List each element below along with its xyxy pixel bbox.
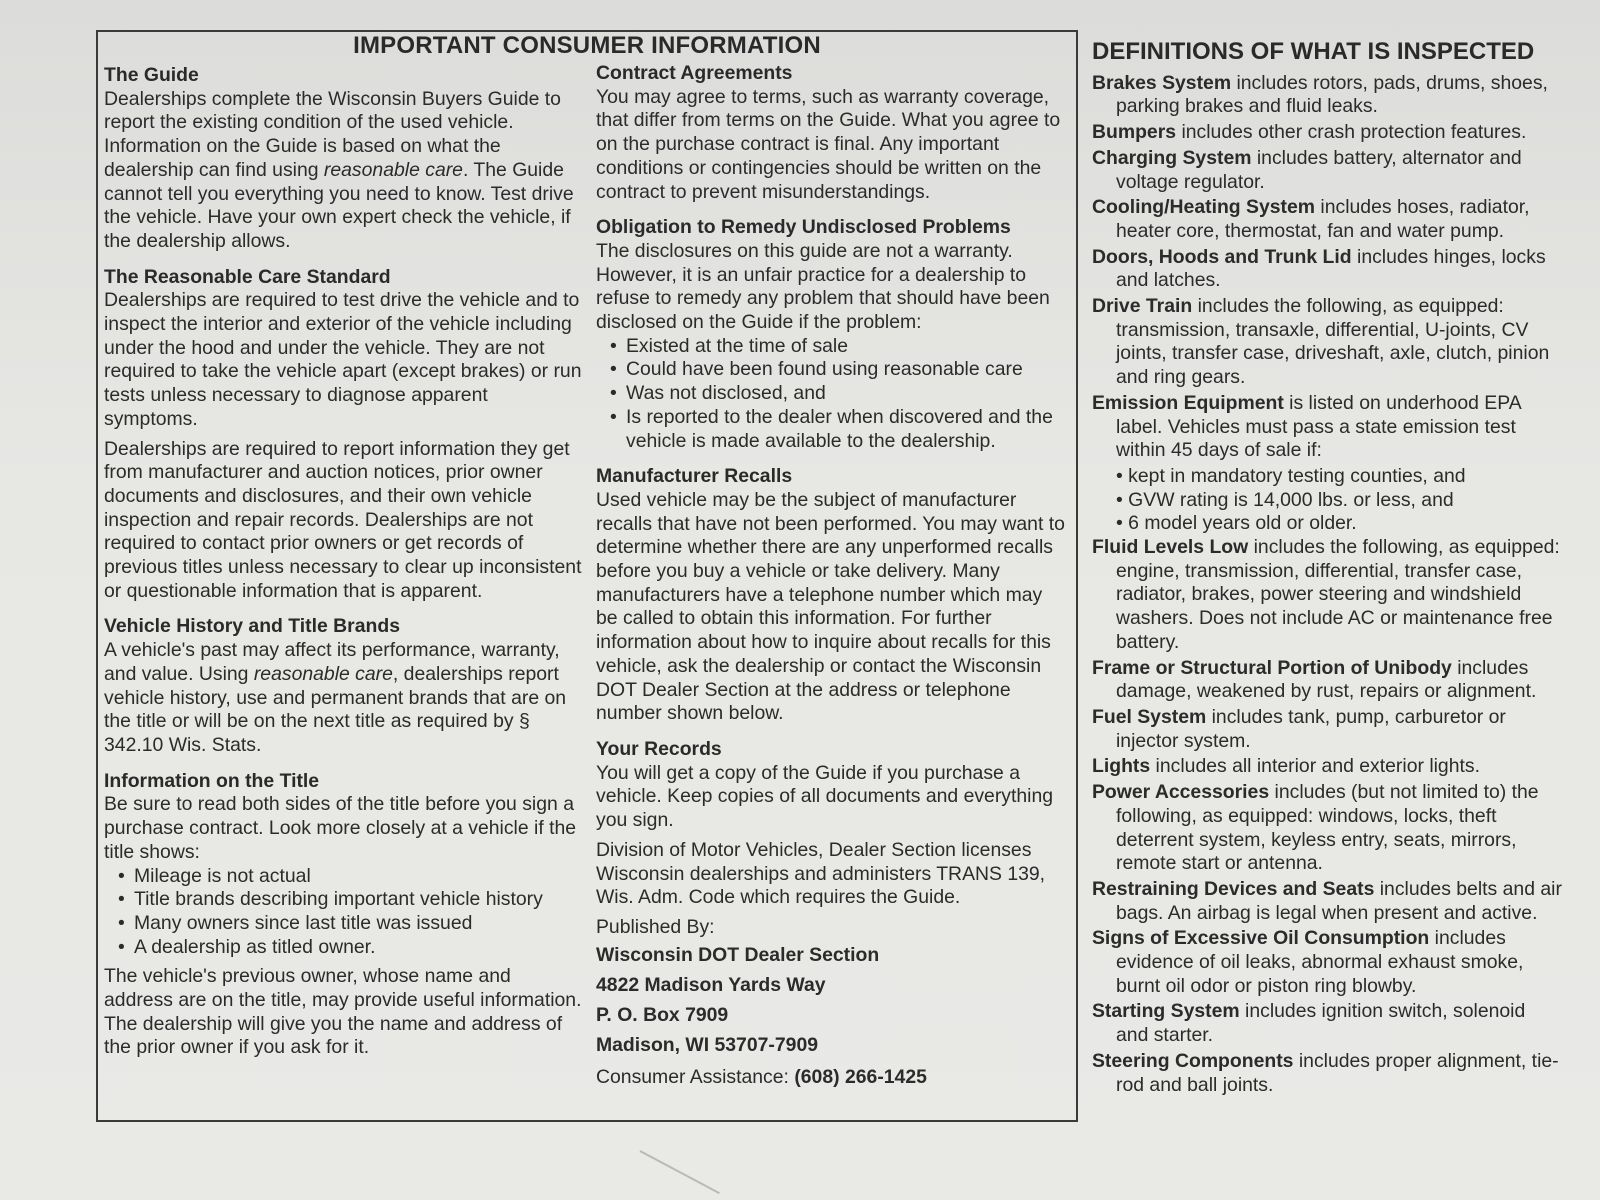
- definition-term: Steering Components: [1092, 1049, 1294, 1072]
- definition-term: Fluid Levels Low: [1092, 536, 1249, 559]
- section-heading-reasonable-care: The Reasonable Care Standard: [104, 265, 391, 288]
- definition-item: [1092, 72, 1562, 119]
- definition-item: [1092, 121, 1562, 145]
- definition-text: includes other crash protection features.: [1176, 121, 1527, 144]
- consumer-assistance-phone: (608) 266-1425: [794, 1065, 927, 1088]
- section-heading-title-info: Information on the Title: [104, 769, 320, 792]
- paper-crease: [640, 1150, 720, 1194]
- section-text-reasonable-care-1: Dealerships are required to test drive the vehicle and to inspect the interior and exterior of the vehicle including under the hood and under the vehicle. They are not required to take the vehicle apart (except brakes) or run tests unless necessary to diagnose apparent symptoms.: [104, 289, 582, 430]
- section-text-guide: Dealerships complete the Wisconsin Buyers Guide to report the existing condition of the used vehicle. Information on the Guide is based on what the dealership can find using reasonable care. The Guide cannot tell you everything you need to know. Test drive the vehicle. Have your own expert check the vehicle, if the dealership allows.: [104, 87, 574, 252]
- list-item: • Many owners since last title was issued: [118, 912, 584, 936]
- definition-text: includes battery, alternator and voltage regulator.: [1116, 146, 1522, 193]
- list-item: • GVW rating is 14,000 lbs. or less, and: [1116, 488, 1454, 511]
- definition-term: Restraining Devices and Seats: [1092, 877, 1375, 900]
- definitions-column: [1092, 40, 1562, 1099]
- consumer-info-title: IMPORTANT CONSUMER INFORMATION: [353, 32, 821, 59]
- definition-text: includes hoses, radiator, heater core, thermostat, fan and water pump.: [1116, 196, 1530, 242]
- definition-term: Bumpers: [1092, 121, 1177, 144]
- list-item: • A dealership as titled owner.: [118, 936, 584, 960]
- definition-item: [1092, 295, 1562, 390]
- publisher-address-street: 4822 Madison Yards Way: [596, 973, 826, 996]
- definition-term: Frame or Structural Portion of Unibody: [1092, 656, 1452, 679]
- definition-text: includes damage, weakened by rust, repairs or alignment.: [1116, 656, 1537, 703]
- definitions-title: DEFINITIONS OF WHAT IS INSPECTED: [1092, 38, 1535, 65]
- definition-text: includes all interior and exterior lights.: [1150, 755, 1480, 778]
- title-info-bullet-list: [104, 865, 584, 960]
- definition-item: [1092, 657, 1562, 704]
- definition-text: includes belts and air bags. An airbag is legal when present and active.: [1116, 877, 1562, 924]
- section-text-reasonable-care-2: Dealerships are required to report information they get from manufacturer and auction notices, prior owner documents and disclosures, and their own vehicle inspection and repair records. Dealerships are not required to contact prior owners or get records of previous titles unless necessary to clear up inconsistent or questionable information that is apparent.: [104, 437, 582, 602]
- definition-term: Doors, Hoods and Trunk Lid: [1092, 245, 1352, 268]
- definition-text: includes (but not limited to) the following, as equipped: windows, locks, theft deterrent system, keyless entry, seats, mirrors, remote start or antenna.: [1116, 781, 1539, 875]
- section-heading-obligation: Obligation to Remedy Undisclosed Problems: [596, 216, 1011, 239]
- section-text-contract: You may agree to terms, such as warranty coverage, that differ from terms on the Guide. What you agree to on the purchase contract is final. Any important conditions or contingencies should be written on the contract to prevent misunderstandings.: [596, 85, 1061, 203]
- section-heading-records: Your Records: [596, 737, 722, 760]
- publisher-address-pobox: P. O. Box 7909: [596, 1003, 729, 1026]
- consumer-assistance: Consumer Assistance: (608) 266-1425: [596, 1065, 927, 1088]
- section-text-title-info-intro: Be sure to read both sides of the title before you sign a purchase contract. Look more closely at a vehicle if the title shows:: [104, 793, 577, 863]
- list-item: • Is reported to the dealer when discovered and the vehicle is made available to the dealership.: [610, 406, 1068, 453]
- list-item: • kept in mandatory testing counties, and: [1116, 464, 1466, 487]
- list-item: • Existed at the time of sale: [610, 335, 1068, 359]
- emission-bullet-list: [1092, 465, 1562, 536]
- section-text-vehicle-history: A vehicle's past may affect its performance, warranty, and value. Using reasonable care, dealerships report vehicle history, use and permanent brands that are on the title or will be on the next title as required by § 342.10 Wis. Stats.: [104, 639, 567, 756]
- definition-item: [1092, 927, 1562, 998]
- consumer-info-column-2: [596, 62, 1068, 1089]
- definition-item: [1092, 147, 1562, 194]
- list-item: • Mileage is not actual: [118, 865, 584, 889]
- definition-term: Drive Train: [1092, 295, 1193, 318]
- definition-item: [1092, 706, 1562, 753]
- definition-item: [1092, 392, 1562, 463]
- definitions-list: [1092, 72, 1562, 1098]
- obligation-bullet-list: [596, 335, 1068, 454]
- definition-text: includes tank, pump, carburetor or injector system.: [1116, 705, 1506, 752]
- section-text-records-2: Division of Motor Vehicles, Dealer Section licenses Wisconsin dealerships and administers TRANS 139, Wis. Adm. Code which requires the Guide.: [596, 838, 1046, 909]
- definition-item: [1092, 1000, 1562, 1047]
- definition-text: includes evidence of oil leaks, abnormal exhaust smoke, burnt oil odor or piston ring blowby.: [1116, 927, 1524, 997]
- definition-term: Cooling/Heating System: [1092, 196, 1316, 219]
- definition-text: includes the following, as equipped: transmission, transaxle, differential, U-joints, CV joints, transfer case, driveshaft, axle, clutch, pinion and ring gears.: [1116, 295, 1550, 389]
- definition-item: [1092, 1050, 1562, 1097]
- definition-term: Lights: [1092, 755, 1151, 778]
- list-item: • Could have been found using reasonable care: [610, 358, 1068, 382]
- definition-text: includes ignition switch, solenoid and starter.: [1116, 1000, 1526, 1047]
- section-text-records-1: You will get a copy of the Guide if you purchase a vehicle. Keep copies of all documents and everything you sign.: [596, 761, 1054, 832]
- definition-item: [1092, 196, 1562, 243]
- definition-text: includes the following, as equipped: engine, transmission, differential, transfer case, radiator, brakes, power steering and windshield washers. Does not include AC or maintenance free battery.: [1116, 536, 1560, 653]
- section-heading-recalls: Manufacturer Recalls: [596, 465, 793, 488]
- section-text-obligation: The disclosures on this guide are not a warranty. However, it is an unfair practice for a dealership to refuse to remedy any problem that should have been disclosed on the Guide if the problem:: [596, 239, 1050, 334]
- definition-text: includes rotors, pads, drums, shoes, parking brakes and fluid leaks.: [1116, 71, 1548, 118]
- definition-text: is listed on underhood EPA label. Vehicles must pass a state emission test within 45 days of sale if:: [1116, 391, 1521, 462]
- definition-term: Power Accessories: [1092, 781, 1270, 804]
- list-item: • 6 model years old or older.: [1116, 512, 1357, 535]
- section-heading-guide: The Guide: [104, 64, 199, 86]
- definition-text: includes hinges, locks and latches.: [1116, 245, 1546, 292]
- list-item: • Title brands describing important vehicle history: [118, 888, 584, 912]
- definition-term: Signs of Excessive Oil Consumption: [1092, 927, 1430, 950]
- publisher-name: Wisconsin DOT Dealer Section: [596, 943, 880, 966]
- consumer-info-column-1: [104, 64, 584, 1060]
- definition-text: includes proper alignment, tie-rod and ball joints.: [1116, 1049, 1559, 1096]
- section-text-title-info-outro: The vehicle's previous owner, whose name and address are on the title, may provide useful information. The dealership will give you the name and address of the prior owner if you ask for it.: [104, 965, 582, 1059]
- definition-item: [1092, 878, 1562, 925]
- definition-term: Starting System: [1092, 1000, 1240, 1023]
- definition-term: Fuel System: [1092, 705, 1207, 728]
- definition-item: [1092, 781, 1562, 876]
- definition-item: [1092, 755, 1562, 779]
- list-item: • Was not disclosed, and: [610, 382, 1068, 406]
- definition-term: Brakes System: [1092, 71, 1232, 94]
- definition-item: [1092, 246, 1562, 293]
- published-by-label: Published By:: [596, 915, 715, 938]
- section-heading-vehicle-history: Vehicle History and Title Brands: [104, 615, 400, 638]
- definition-item: [1092, 536, 1562, 655]
- section-heading-contract: Contract Agreements: [596, 62, 793, 84]
- publisher-address-city: Madison, WI 53707-7909: [596, 1033, 819, 1056]
- section-text-recalls: Used vehicle may be the subject of manufacturer recalls that have not been performed. You may want to determine whether there are any unperformed recalls before you buy a vehicle or take delivery. Many manufacturers have a telephone number which may be called to obtain this information. For further information about how to inquire about recalls for this vehicle, ask the dealership or contact the Wisconsin DOT Dealer Section at the address or telephone number shown below.: [596, 488, 1065, 725]
- definition-term: Charging System: [1092, 146, 1252, 169]
- definition-term: Emission Equipment: [1092, 391, 1284, 414]
